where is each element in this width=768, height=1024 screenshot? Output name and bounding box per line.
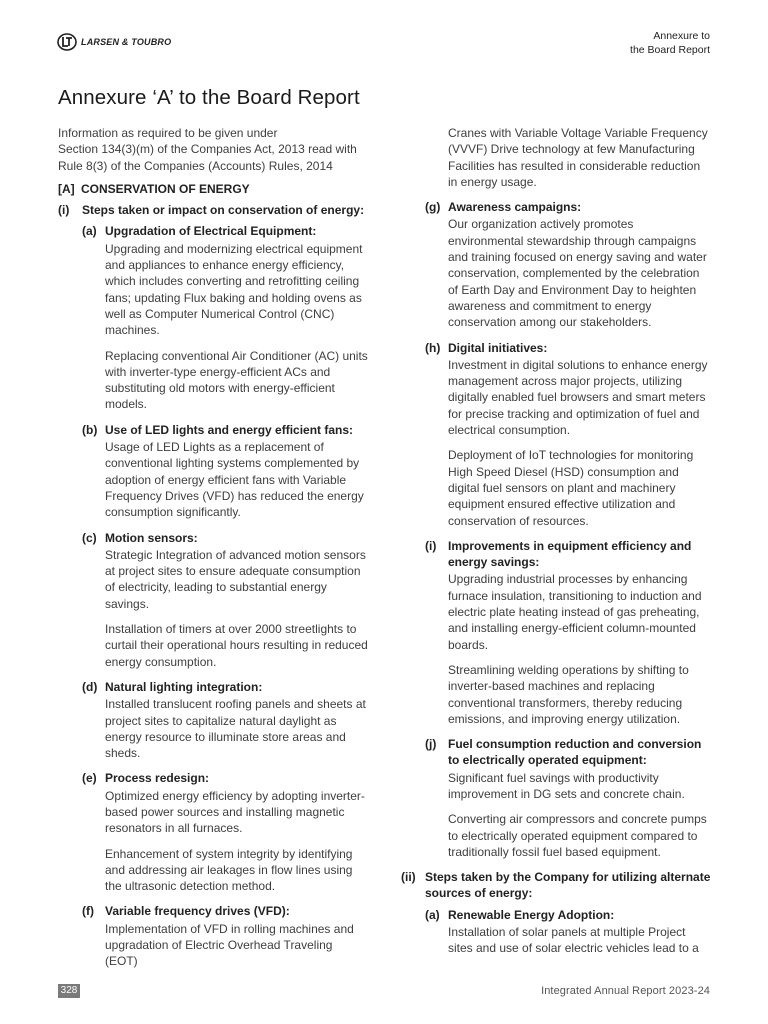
item-c-motion-sensors: (c) Motion sensors: Strategic Integration of advanced motion sensors at project sites to ensure adequate consumption of electricity, leading to substantial energy savings. Installation of timers at over 2000 streetlights to curtail their operational hours resulting in reduced energy consumption. [82, 530, 368, 669]
report-name: Integrated Annual Report 2023-24 [541, 985, 710, 997]
right-column [401, 125, 711, 966]
part-ii-heading: (ii) Steps taken by the Company for utilizing alternate sources of energy: [401, 870, 711, 901]
part-i-heading: (i) Steps taken or impact on conservation of energy: [58, 203, 365, 218]
lt-logo-icon [57, 33, 77, 51]
item-e-process-redesign: (e) Process redesign: Optimized energy efficiency by adopting inverter-based power sources and installing magnetic resonators in all furnaces. Enhancement of system integrity by identifying and addressing air leakages in flow lines using the ultrasonic detection method. [82, 771, 365, 894]
item-f-vfd-continued: Cranes with Variable Voltage Variable Frequency (VVVF) Drive technology at few Manufacturing Facilities has resulted in considerable reduction in energy usage. [448, 126, 708, 189]
page-number: 328 [58, 984, 80, 998]
company-logo [57, 33, 171, 51]
brand-name: LARSEN & TOUBRO [81, 37, 172, 47]
item-g-awareness: (g) Awareness campaigns: Our organization actively promotes environmental stewardship through campaigns and training focused on energy saving and water conservation, complemented by the celebration of Earth Day and Environment Day to heighten awareness and commitment to energy conservation among our stakeholders. [425, 200, 707, 330]
intro-text: Information as required to be given under Section 134(3)(m) of the Companies Act, 2013 read with Rule 8(3) of the Companies (Accounts) Rules, 2014 [58, 126, 357, 173]
item-i-equipment-efficiency: (i) Improvements in equipment efficiency and energy savings: Upgrading industrial processes by enhancing furnace insulation, transitioning to induction and electric plate heating instead of gas preheating, and installing energy-efficient column-mounted boards. Streamlining welding operations by shifting to inverter-based machines and replacing conventional transformers, thereby reducing emissions, and improving energy utilization. [425, 538, 702, 726]
item-a-upgradation: (a) Upgradation of Electrical Equipment: Upgrading and modernizing electrical equipment and appliances to enhance energy efficiency, which includes converting and retrofitting ceiling fans; updating Flux baking and holding ovens as well as Computer Numerical Control (CNC) machines. Replacing conventional Air Conditioner (AC) units with inverter-type energy-efficient ACs and substituting old motors with energy-efficient models. [82, 224, 368, 412]
page-title: Annexure ‘A’ to the Board Report [58, 86, 360, 109]
part-ii-item-a-renewable: (a) Renewable Energy Adoption: Installation of solar panels at multiple Project sites and use of solar electric vehicles lead to a [425, 907, 699, 956]
header-annexure-label: Annexure to the Board Report [630, 30, 710, 56]
left-column [58, 125, 368, 979]
item-b-led-lights: (b) Use of LED lights and energy efficient fans: Usage of LED Lights as a replacement of conventional lighting systems complemented by adoption of energy efficient fans with Variable Frequency Drives (VFD) has reduced the energy consumption significantly. [82, 422, 364, 520]
section-a-heading: [A] CONSERVATION OF ENERGY [58, 181, 250, 196]
item-d-natural-lighting: (d) Natural lighting integration: Installed translucent roofing panels and sheets at project sites to capitalize natural daylight as energy resource to illuminate store areas and sheds. [82, 679, 366, 761]
item-f-vfd: (f) Variable frequency drives (VFD): Implementation of VFD in rolling machines and upgradation of Electric Overhead Traveling (EOT) [82, 904, 354, 969]
item-h-digital: (h) Digital initiatives: Investment in digital solutions to enhance energy management across major projects, utilizing digitally enabled fuel browsers and smart meters for precise tracking and optimization of fuel and electrical consumption. Deployment of IoT technologies for monitoring High Speed Diesel (HSD) consumption and digital fuel sensors on plant and machinery equipment ensured effective utilization and conservation of resources. [425, 340, 708, 528]
item-j-fuel-consumption: (j) Fuel consumption reduction and conversion to electrically operated equipment: Significant fuel savings with productivity improvement in DG sets and concrete chain. Converting air compressors and concrete pumps to electrically operated equipment compared to traditionally fossil fuel based equipment. [425, 737, 707, 859]
